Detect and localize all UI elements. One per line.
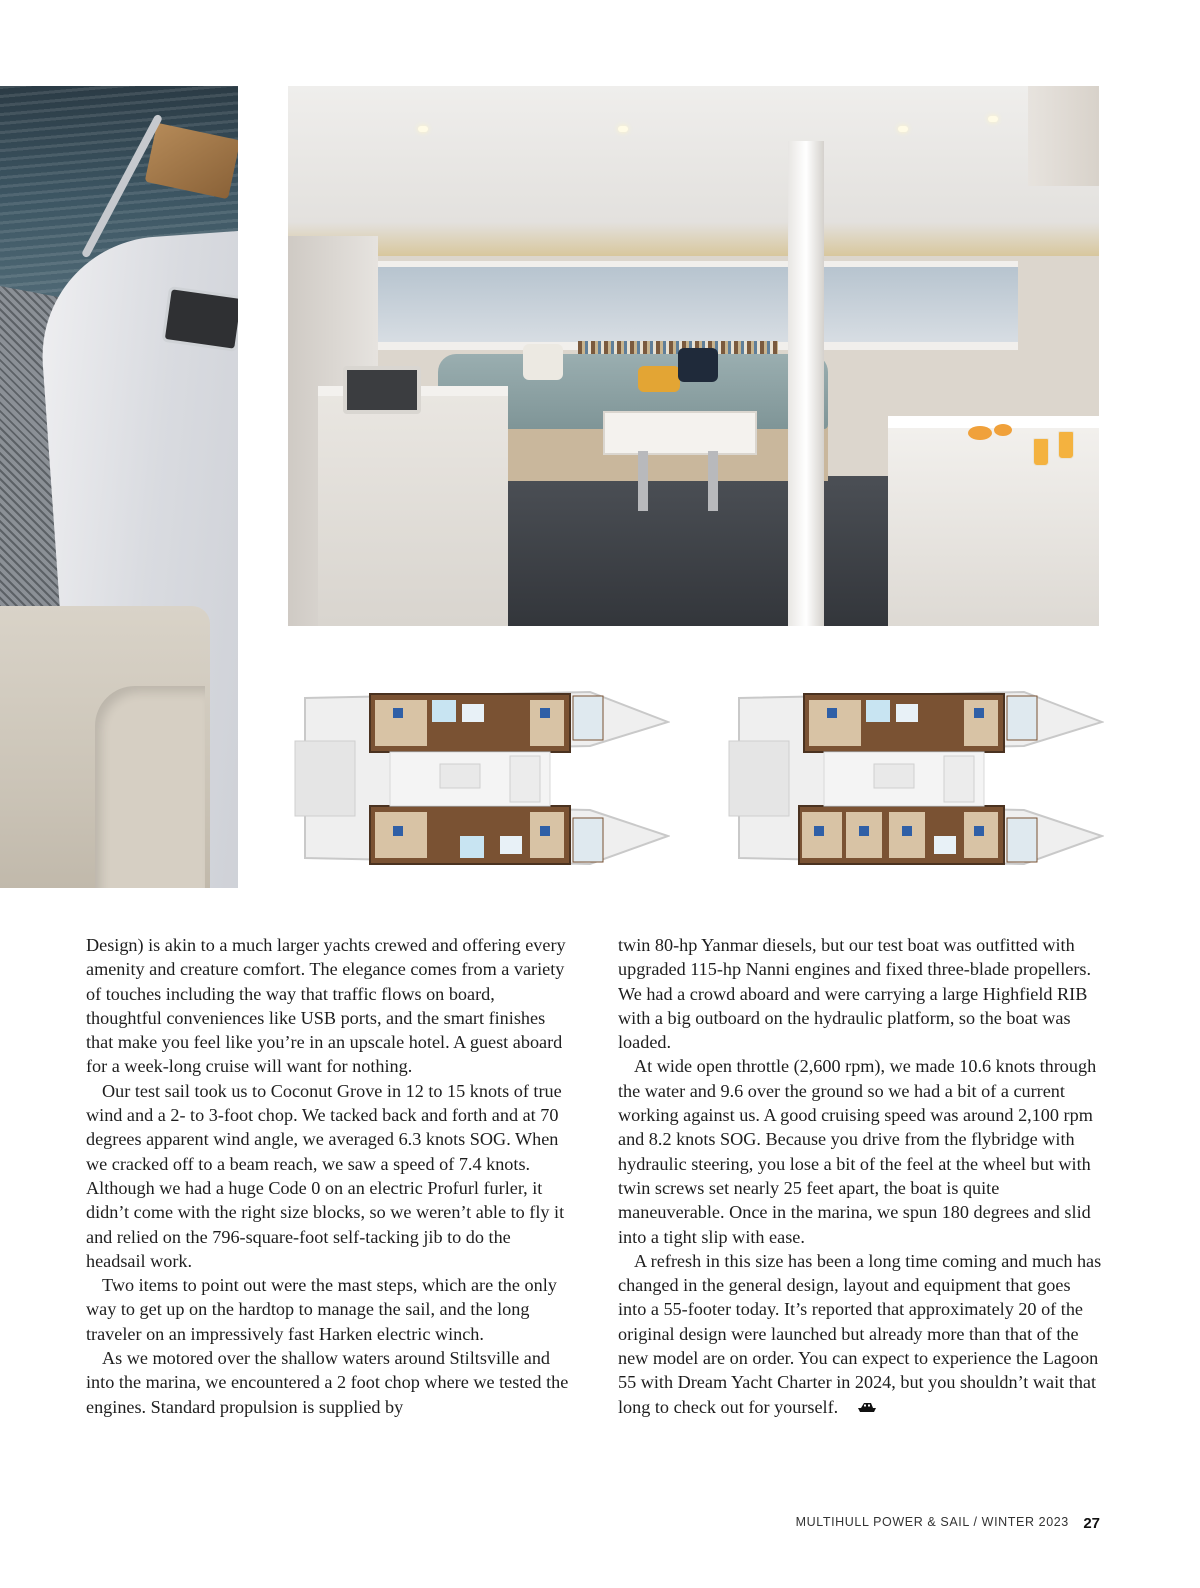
ceiling-light [618,126,628,132]
paragraph [618,1249,1102,1420]
article-column-left [86,933,570,1419]
page-footer [700,1515,1100,1533]
page-number: 27 [1083,1515,1100,1532]
ceiling-light [418,126,428,132]
paragraph: Our test sail took us to Coconut Grove in 12 to 15 knots of true wind and a 2- to 3-foot chop. We tacked back and forth and at 70 degrees apparent wind angle, we averaged 6.3 knots SOG. When we cracked off to a beam reach, we saw a speed of 7.4 knots. Although we had a huge Code 0 on an electric Profurl furler, it didn’t come with the right size blocks, so we weren’t able to fly it and relied on the 796-square-foot self-tacking jib to do the headsail work. [86,1080,565,1271]
salon-windows [368,261,1018,350]
overhead-cabinet [1028,86,1099,186]
table-leg [638,451,648,511]
paragraph: twin 80-hp Yanmar diesels, but our test boat was outfitted with upgraded 115-hp Nanni engines and fixed three-blade propellers. We had a crowd aboard and were carrying a large Highfield RIB with a big outboard on the hydraulic platform, so the boat was loaded. [618,935,1092,1053]
paragraph: As we motored over the shallow waters around Stiltsville and into the marina, we encountered a 2 foot chop where we tested the engines. Standard propulsion is supplied by [86,1348,569,1417]
paragraph-text: A refresh in this size has been a long time coming and much has changed in the general design, layout and equipment that goes into a 55-footer today. It’s reported that approximately 20 of the original design were launched but already more than that of the new model are on order. You can expect to experience the Lagoon 55 with Dream Yacht Charter in 2024, but you shouldn’t wait that long to check out for yourself. [618,1250,1102,1417]
running-head: MULTIHULL POWER & SAIL / WINTER 2023 [795,1515,1069,1529]
article-column-right [618,933,1102,1420]
salon-table [603,411,757,455]
fruit-plate [994,424,1012,436]
pillow [523,344,563,380]
nav-instruments [343,366,421,414]
salon-ceiling [288,86,1099,256]
catamaran-end-mark-icon [840,1396,878,1420]
pillow [638,366,680,392]
juice-glass [1033,438,1049,466]
deck-photo [0,86,238,888]
deck-hatch [161,286,238,352]
nav-desk [318,386,508,626]
paragraph: Design) is akin to a much larger yachts crewed and offering every amenity and creature comfort. The elegance comes from a variety of touches including the way that traffic flows on board, thoughtful conveniences like USB ports, and the smart finishes that make you feel like you’re in an upscale hotel. A guest aboard for a week-long cruise will want for nothing. [86,935,566,1077]
deck-plan-four-cabin [290,686,670,870]
cushion-edge [95,686,205,888]
paragraph: At wide open throttle (2,600 rpm), we made 10.6 knots through the water and 9.6 over the ground so we had a bit of a current working against us. A good cruising speed was around 2,100 rpm and 8.2 knots SOG. Because you drive from the flybridge with hydraulic steering, you lose a bit of the feel at the wheel but with twin screws set nearly 25 feet apart, the boat is quite maneuverable. Once in the marina, we spun 180 degrees and slid into a tight slip with ease. [618,1056,1097,1247]
salon-photo [288,86,1099,626]
ceiling-light [988,116,998,122]
ceiling-light [898,126,908,132]
table-leg [708,451,718,511]
salon-pillar [788,141,824,626]
pillow [678,348,718,382]
paragraph: Two items to point out were the mast steps, which are the only way to get up on the hardtop to manage the sail, and the long traveler on an impressively fast Harken electric winch. [86,1275,557,1344]
deck-plan-five-cabin [724,686,1104,870]
juice-glass [1058,431,1074,459]
fruit-plate [968,426,992,440]
